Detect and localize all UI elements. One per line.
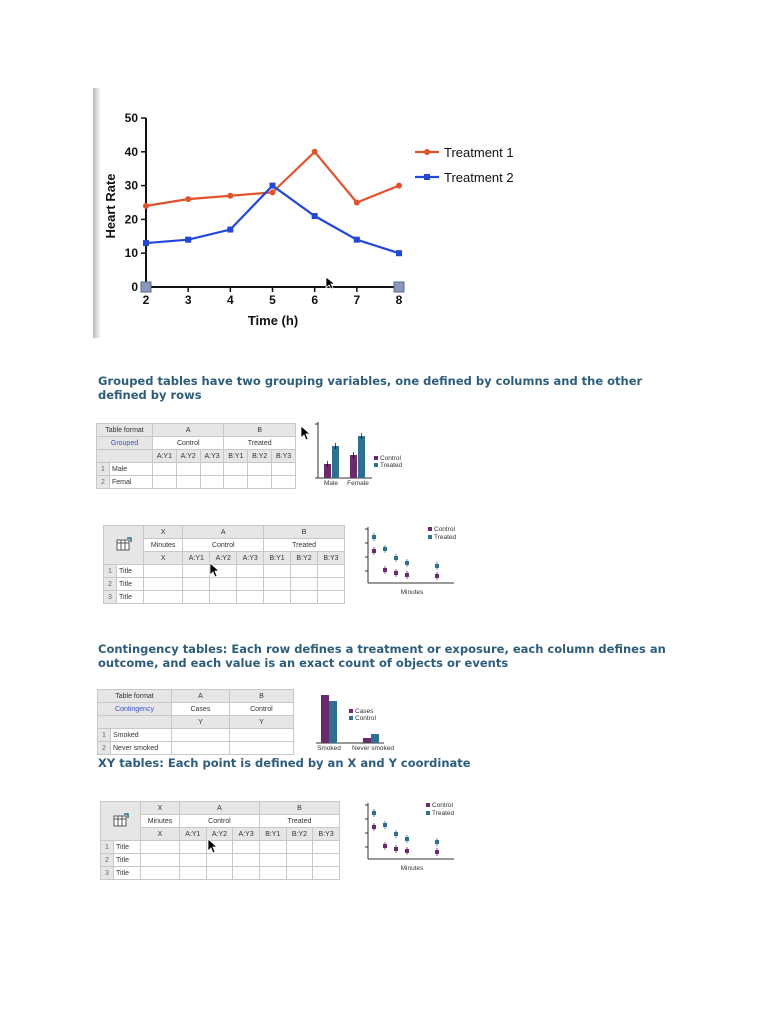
data-cell[interactable] bbox=[317, 578, 344, 591]
data-point bbox=[270, 183, 276, 189]
row-title[interactable]: Title bbox=[114, 854, 141, 867]
data-cell[interactable] bbox=[272, 476, 296, 489]
control-point bbox=[394, 847, 398, 851]
y-tick-label: 20 bbox=[124, 212, 138, 227]
data-cell[interactable] bbox=[233, 867, 260, 880]
table-row bbox=[104, 565, 345, 578]
control-point bbox=[394, 571, 398, 575]
table-format-value[interactable]: Contingency bbox=[98, 703, 172, 716]
x-axis-title: Minutes bbox=[400, 865, 424, 872]
subcolumn-header: B:Y1 bbox=[259, 828, 286, 841]
y-tick-label: 0 bbox=[131, 280, 138, 294]
xy-table-1 bbox=[103, 525, 345, 604]
table-format-icon[interactable] bbox=[113, 813, 129, 827]
data-cell[interactable] bbox=[144, 565, 183, 578]
data-cell[interactable] bbox=[224, 463, 248, 476]
data-cell[interactable] bbox=[153, 463, 177, 476]
data-point bbox=[396, 183, 402, 189]
row-number: 2 bbox=[97, 476, 110, 489]
table-row bbox=[98, 742, 294, 755]
column-header-x[interactable]: X bbox=[144, 526, 183, 539]
table-format-value[interactable]: Grouped bbox=[97, 437, 153, 450]
x-axis-title: Minutes bbox=[400, 589, 424, 596]
line-chart-panel bbox=[93, 88, 533, 338]
column-header-b[interactable]: B bbox=[259, 802, 339, 815]
x-tick-label: 5 bbox=[269, 293, 276, 307]
table-format-cell[interactable] bbox=[101, 802, 141, 841]
control-point bbox=[372, 825, 376, 829]
data-cell[interactable] bbox=[259, 854, 286, 867]
table-format-label: Table format bbox=[97, 424, 153, 437]
row-title[interactable]: Smoked bbox=[111, 729, 172, 742]
blank-header-cell bbox=[97, 450, 153, 463]
y-axis-title: Heart Rate bbox=[103, 173, 118, 239]
row-title[interactable]: Title bbox=[117, 591, 144, 604]
subcolumn-header: A:Y3 bbox=[200, 450, 224, 463]
contingency-table bbox=[97, 689, 294, 755]
subcolumn-header: Y bbox=[229, 716, 293, 729]
data-cell[interactable] bbox=[313, 867, 340, 880]
row-number: 3 bbox=[101, 867, 114, 880]
x-tick-label: 4 bbox=[226, 293, 234, 307]
control-point bbox=[383, 568, 387, 572]
y-tick-label: 50 bbox=[124, 111, 138, 125]
column-header-a[interactable]: A bbox=[183, 526, 264, 539]
treated-point bbox=[435, 840, 439, 844]
axis-end-handle bbox=[394, 282, 404, 292]
legend-label: Control bbox=[432, 802, 453, 809]
data-cell[interactable] bbox=[291, 565, 318, 578]
data-cell[interactable] bbox=[229, 729, 293, 742]
group-title-a[interactable]: Cases bbox=[172, 703, 230, 716]
grouped-table bbox=[96, 423, 296, 489]
bar-never-control bbox=[371, 734, 379, 743]
data-cell[interactable] bbox=[172, 729, 230, 742]
data-cell[interactable] bbox=[200, 476, 224, 489]
row-number: 3 bbox=[104, 591, 117, 604]
x-tick-label: 8 bbox=[395, 293, 403, 307]
data-cell[interactable] bbox=[237, 591, 264, 604]
row-title[interactable]: Title bbox=[114, 867, 141, 880]
data-point bbox=[143, 203, 149, 209]
subcolumn-header: B:Y3 bbox=[317, 552, 344, 565]
mouse-cursor-icon bbox=[207, 838, 219, 854]
group-title-b[interactable]: Treated bbox=[264, 539, 345, 552]
legend-swatch bbox=[349, 716, 353, 720]
data-cell[interactable] bbox=[233, 854, 260, 867]
legend-swatch bbox=[426, 803, 430, 807]
data-cell[interactable] bbox=[224, 476, 248, 489]
row-number: 2 bbox=[101, 854, 114, 867]
legend-label: Treated bbox=[432, 810, 455, 817]
heading-xy: XY tables: Each point is defined by an X and Y coordinate bbox=[98, 756, 471, 770]
data-cell[interactable] bbox=[153, 476, 177, 489]
data-cell[interactable] bbox=[183, 591, 210, 604]
data-cell[interactable] bbox=[229, 742, 293, 755]
xy-scatter-chart-2 bbox=[362, 799, 472, 874]
xy-scatter-chart-1 bbox=[362, 523, 472, 598]
data-cell[interactable] bbox=[144, 578, 183, 591]
legend-label: Control bbox=[355, 715, 376, 722]
subcolumn-header: B:Y3 bbox=[272, 450, 296, 463]
column-header-b[interactable]: B bbox=[229, 690, 293, 703]
data-cell[interactable] bbox=[200, 463, 224, 476]
contingency-bar-chart bbox=[312, 688, 422, 754]
data-cell[interactable] bbox=[286, 841, 313, 854]
legend-swatch bbox=[374, 463, 378, 467]
subcolumn-header: B:Y2 bbox=[248, 450, 272, 463]
y-tick-label: 40 bbox=[124, 144, 138, 159]
xy-table-2 bbox=[100, 801, 340, 880]
row-number: 2 bbox=[104, 578, 117, 591]
data-cell[interactable] bbox=[286, 867, 313, 880]
column-header-b[interactable]: B bbox=[224, 424, 296, 437]
group-title-a[interactable]: Control bbox=[153, 437, 224, 450]
data-cell[interactable] bbox=[144, 591, 183, 604]
subcolumn-header: A:Y3 bbox=[237, 552, 264, 565]
subcolumn-header: A:Y1 bbox=[179, 828, 206, 841]
table-row bbox=[101, 867, 340, 880]
data-cell[interactable] bbox=[286, 854, 313, 867]
data-point bbox=[270, 189, 276, 195]
control-point bbox=[435, 574, 439, 578]
treated-point bbox=[405, 561, 409, 565]
legend-marker bbox=[424, 149, 430, 155]
legend-swatch bbox=[428, 535, 432, 539]
data-cell[interactable] bbox=[141, 854, 180, 867]
data-cell[interactable] bbox=[233, 841, 260, 854]
data-cell[interactable] bbox=[264, 565, 291, 578]
category-label: Male bbox=[323, 480, 339, 487]
table-row bbox=[101, 841, 340, 854]
table-format-label: Table format bbox=[98, 690, 172, 703]
x-column-title[interactable]: Minutes bbox=[141, 815, 180, 828]
data-cell[interactable] bbox=[259, 867, 286, 880]
data-cell[interactable] bbox=[176, 463, 200, 476]
data-point bbox=[354, 200, 360, 206]
subcolumn-header: A:Y2 bbox=[176, 450, 200, 463]
data-cell[interactable] bbox=[291, 591, 318, 604]
legend-label: Treated bbox=[434, 534, 457, 541]
series-line bbox=[146, 152, 399, 206]
control-point bbox=[372, 549, 376, 553]
subcolumn-header: B:Y3 bbox=[313, 828, 340, 841]
treated-point bbox=[394, 832, 398, 836]
table-row bbox=[97, 476, 296, 489]
data-cell[interactable] bbox=[248, 463, 272, 476]
treated-point bbox=[383, 547, 387, 551]
group-title-a[interactable]: Control bbox=[183, 539, 264, 552]
row-title[interactable]: Femal bbox=[110, 476, 153, 489]
table-format-cell[interactable] bbox=[104, 526, 144, 565]
data-cell[interactable] bbox=[183, 565, 210, 578]
column-header-x[interactable]: X bbox=[141, 802, 180, 815]
data-cell[interactable] bbox=[179, 867, 206, 880]
data-cell[interactable] bbox=[291, 578, 318, 591]
data-cell[interactable] bbox=[259, 841, 286, 854]
x-tick-label: 7 bbox=[353, 293, 361, 307]
grouped-bar-chart bbox=[310, 418, 420, 488]
table-row bbox=[97, 463, 296, 476]
subcolumn-header: X bbox=[141, 828, 180, 841]
data-cell[interactable] bbox=[264, 591, 291, 604]
x-tick-label: 2 bbox=[142, 293, 150, 307]
bar-female-treated bbox=[358, 436, 365, 478]
subcolumn-header: B:Y1 bbox=[224, 450, 248, 463]
heading-grouped: Grouped tables have two grouping variables, one defined by columns and the other defined by rows bbox=[98, 374, 643, 402]
legend-label: Control bbox=[380, 455, 401, 462]
data-cell[interactable] bbox=[141, 841, 180, 854]
data-cell[interactable] bbox=[206, 867, 233, 880]
table-format-icon[interactable] bbox=[116, 537, 132, 551]
row-number: 1 bbox=[98, 729, 111, 742]
subcolumn-header: A:Y1 bbox=[153, 450, 177, 463]
bar-smoked-control bbox=[329, 701, 337, 743]
legend-swatch bbox=[426, 811, 430, 815]
treated-point bbox=[383, 823, 387, 827]
data-cell[interactable] bbox=[179, 854, 206, 867]
subcolumn-header: B:Y2 bbox=[286, 828, 313, 841]
data-point bbox=[185, 237, 191, 243]
data-point bbox=[354, 237, 360, 243]
column-header-a[interactable]: A bbox=[179, 802, 259, 815]
row-number: 1 bbox=[97, 463, 110, 476]
x-tick-label: 6 bbox=[311, 293, 319, 307]
mouse-cursor-icon bbox=[209, 562, 221, 578]
x-tick-label: 3 bbox=[184, 293, 192, 307]
data-cell[interactable] bbox=[183, 578, 210, 591]
table-row bbox=[104, 591, 345, 604]
legend-marker bbox=[424, 174, 430, 180]
row-title[interactable]: Title bbox=[117, 565, 144, 578]
axis-origin-handle bbox=[141, 282, 151, 292]
legend-swatch bbox=[374, 456, 378, 460]
line-chart bbox=[93, 88, 533, 338]
group-title-b[interactable]: Control bbox=[229, 703, 293, 716]
legend-label: Control bbox=[434, 526, 455, 533]
row-number: 1 bbox=[104, 565, 117, 578]
data-point bbox=[227, 193, 233, 199]
control-point bbox=[435, 850, 439, 854]
group-title-a[interactable]: Control bbox=[179, 815, 259, 828]
legend-swatch bbox=[349, 709, 353, 713]
subcolumn-header: Y bbox=[172, 716, 230, 729]
series-line bbox=[146, 186, 399, 254]
legend-label: Cases bbox=[355, 708, 374, 715]
legend-label: Treatment 1 bbox=[444, 145, 514, 160]
row-number: 2 bbox=[98, 742, 111, 755]
bar-smoked-cases bbox=[321, 695, 329, 743]
bar-male-treated bbox=[332, 446, 339, 478]
y-tick-label: 10 bbox=[124, 246, 138, 261]
table-row bbox=[104, 578, 345, 591]
control-point bbox=[383, 844, 387, 848]
row-title[interactable]: Never smoked bbox=[111, 742, 172, 755]
subcolumn-header: X bbox=[144, 552, 183, 565]
row-title[interactable]: Male bbox=[110, 463, 153, 476]
group-title-b[interactable]: Treated bbox=[259, 815, 339, 828]
data-point bbox=[227, 227, 233, 233]
data-cell[interactable] bbox=[237, 578, 264, 591]
category-label: Never smoked bbox=[352, 745, 394, 752]
row-title[interactable]: Title bbox=[114, 841, 141, 854]
group-title-b[interactable]: Treated bbox=[224, 437, 296, 450]
treated-point bbox=[405, 837, 409, 841]
data-point bbox=[312, 149, 318, 155]
treated-point bbox=[435, 564, 439, 568]
data-cell[interactable] bbox=[210, 591, 237, 604]
data-cell[interactable] bbox=[176, 476, 200, 489]
subcolumn-header: B:Y1 bbox=[264, 552, 291, 565]
subcolumn-header: A:Y2 bbox=[210, 552, 237, 565]
bar-never-cases bbox=[363, 738, 371, 743]
legend-label: Treatment 2 bbox=[444, 170, 514, 185]
data-cell[interactable] bbox=[172, 742, 230, 755]
category-label: Smoked bbox=[317, 745, 341, 752]
column-header-b[interactable]: B bbox=[264, 526, 345, 539]
data-point bbox=[312, 213, 318, 219]
data-cell[interactable] bbox=[317, 565, 344, 578]
legend-label: Treated bbox=[380, 462, 403, 469]
control-point bbox=[405, 849, 409, 853]
x-column-title[interactable]: Minutes bbox=[144, 539, 183, 552]
data-point bbox=[185, 196, 191, 202]
data-cell[interactable] bbox=[206, 854, 233, 867]
category-label: Female bbox=[347, 480, 369, 487]
row-title[interactable]: Title bbox=[117, 578, 144, 591]
data-cell[interactable] bbox=[248, 476, 272, 489]
data-cell[interactable] bbox=[317, 591, 344, 604]
x-axis-title: Time (h) bbox=[247, 313, 299, 328]
subcolumn-header: A:Y3 bbox=[233, 828, 260, 841]
treated-point bbox=[372, 535, 376, 539]
data-point bbox=[396, 250, 402, 256]
heading-contingency: Contingency tables: Each row defines a treatment or exposure, each column defines an outcome, and each value is an exact count of objects or events bbox=[98, 642, 666, 670]
data-cell[interactable] bbox=[210, 578, 237, 591]
treated-point bbox=[394, 556, 398, 560]
data-cell[interactable] bbox=[313, 854, 340, 867]
control-point bbox=[405, 573, 409, 577]
table-row bbox=[98, 729, 294, 742]
data-cell[interactable] bbox=[179, 841, 206, 854]
bar-female-control bbox=[350, 455, 357, 478]
subcolumn-header: A:Y1 bbox=[183, 552, 210, 565]
data-point bbox=[143, 240, 149, 246]
table-row bbox=[101, 854, 340, 867]
column-header-a[interactable]: A bbox=[153, 424, 224, 437]
subcolumn-header: A:Y2 bbox=[206, 828, 233, 841]
column-header-a[interactable]: A bbox=[172, 690, 230, 703]
data-cell[interactable] bbox=[272, 463, 296, 476]
subcolumn-header: B:Y2 bbox=[291, 552, 318, 565]
data-cell[interactable] bbox=[141, 867, 180, 880]
data-cell[interactable] bbox=[313, 841, 340, 854]
y-tick-label: 30 bbox=[124, 178, 138, 193]
legend-swatch bbox=[428, 527, 432, 531]
row-number: 1 bbox=[101, 841, 114, 854]
data-cell[interactable] bbox=[237, 565, 264, 578]
data-cell[interactable] bbox=[264, 578, 291, 591]
treated-point bbox=[372, 811, 376, 815]
blank-header-cell bbox=[98, 716, 172, 729]
